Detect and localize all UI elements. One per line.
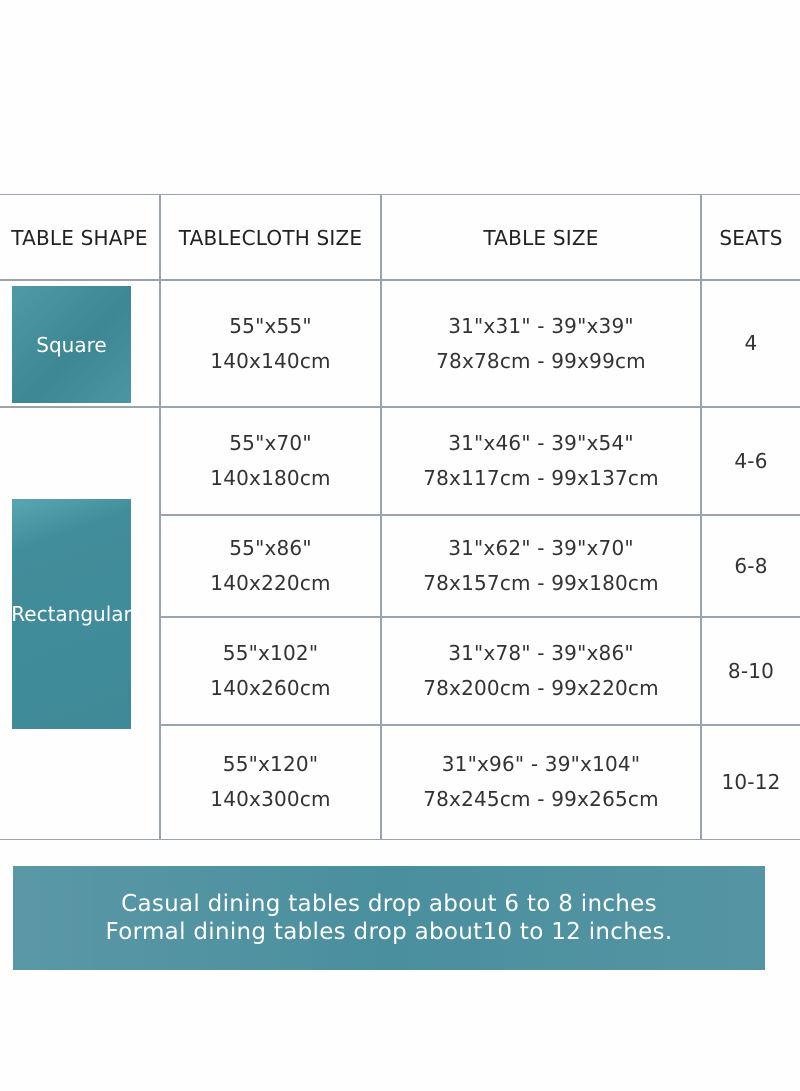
tablecloth-inches: 55"x55": [229, 313, 312, 338]
table-inches: 31"x78" - 39"x86": [448, 641, 634, 665]
tablecloth-inches: 55"x70": [229, 431, 312, 455]
tablecloth-size-cell: [161, 516, 380, 616]
rectangular-shape-swatch: [12, 499, 131, 729]
seats-cell: 10-12: [721, 769, 781, 794]
table-inches: 31"x96" - 39"x104": [441, 752, 641, 776]
rectangular-shape-label: Rectangular: [11, 602, 132, 626]
drop-note-casual: Casual dining tables drop about 6 to 8 inches: [121, 891, 657, 917]
seats-cell: 6-8: [734, 553, 768, 578]
tablecloth-inches: 55"x120": [222, 752, 319, 776]
table-cm: 78x78cm - 99x99cm: [436, 348, 646, 373]
header-table-shape: TABLE SHAPE: [11, 225, 148, 250]
table-size-cell: [382, 281, 700, 406]
header-tablecloth-size: TABLECLOTH SIZE: [178, 225, 363, 250]
tablecloth-inches: 55"x102": [222, 641, 319, 665]
tablecloth-cm: 140x300cm: [210, 787, 331, 811]
table-inches: 31"x46" - 39"x54": [448, 431, 634, 455]
square-shape-swatch: [12, 286, 131, 403]
table-inches: 31"x31" - 39"x39": [448, 313, 634, 338]
header-table-size: TABLE SIZE: [483, 225, 599, 250]
drop-note-banner: [13, 866, 765, 970]
tablecloth-cm: 140x260cm: [210, 676, 331, 700]
tablecloth-cm: 140x140cm: [210, 348, 331, 373]
square-shape-label: Square: [36, 332, 107, 357]
seats-cell: 4: [744, 331, 758, 355]
tablecloth-inches: 55"x86": [229, 536, 312, 560]
tablecloth-size-cell: [161, 281, 380, 406]
table-size-cell: [382, 726, 700, 838]
tablecloth-size-cell: [161, 726, 380, 838]
table-size-cell: [382, 618, 700, 724]
drop-note-formal: Formal dining tables drop about10 to 12 inches.: [105, 919, 673, 945]
header-seats: SEATS: [719, 225, 783, 250]
table-size-cell: [382, 408, 700, 514]
table-size-cell: [382, 516, 700, 616]
seats-cell: 8-10: [727, 658, 775, 683]
table-inches: 31"x62" - 39"x70": [448, 536, 634, 560]
seats-cell: 4-6: [734, 448, 768, 473]
tablecloth-size-cell: [161, 408, 380, 514]
tablecloth-size-cell: [161, 618, 380, 724]
tablecloth-cm: 140x180cm: [210, 466, 331, 490]
table-cm: 78x200cm - 99x220cm: [423, 676, 659, 700]
table-cm: 78x117cm - 99x137cm: [423, 466, 659, 490]
table-cm: 78x157cm - 99x180cm: [423, 571, 659, 595]
tablecloth-cm: 140x220cm: [210, 571, 331, 595]
table-cm: 78x245cm - 99x265cm: [423, 787, 659, 811]
